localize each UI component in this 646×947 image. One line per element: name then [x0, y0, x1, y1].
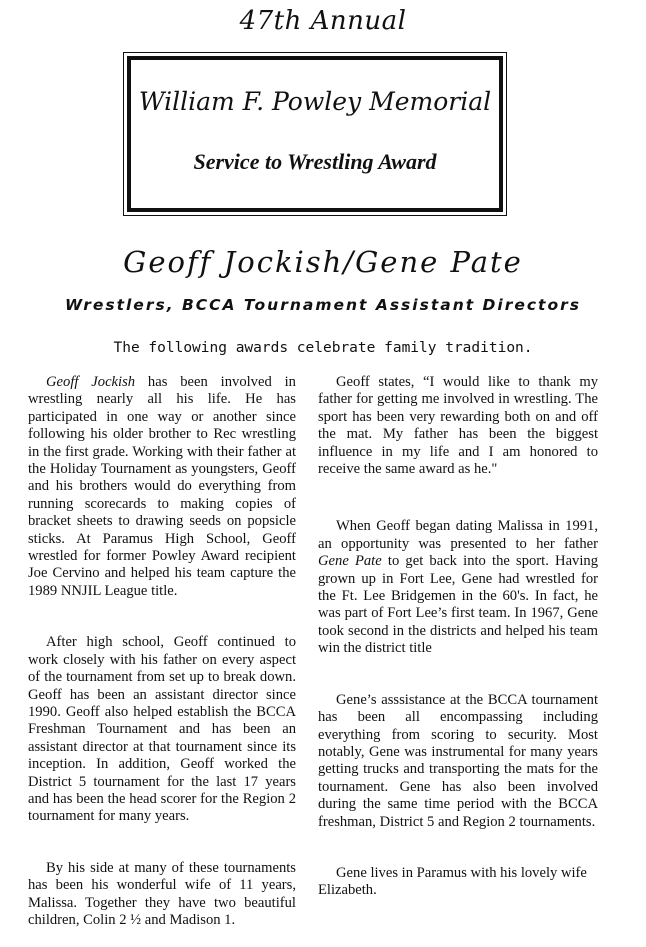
left-paragraph-1-text: has been involved in wrestling nearly all his life. He has participated in one way or another since following his older brother to Rec wrestling in the first grade. Working with their father at the Holiday Tournament as youngsters, Geoff and his brothers would do everything from running scorecards to making copies of bracket sheets to drawing seeds on popsicle sticks. At Paramus High School, Geoff wrestled for former Powley Award recipient Joe Cervino and helped his team capture the 1989 NNJIL League title. — [28, 374, 296, 599]
left-paragraph-1 — [28, 374, 296, 600]
honorees-title: Geoff Jockish/Gene Pate — [123, 245, 523, 279]
award-name: Service to Wrestling Award — [193, 149, 437, 174]
right-paragraph-2-b: to get back into the sport. Having grown up in Fort Lee, Gene had wrestled for the Ft. Lee Bridgemen in the 60's. In fact, he was part of Fort Lee’s first team. In 1967, Gene took second in the districts and helped his team win the district title — [318, 553, 598, 657]
left-paragraph-3: By his side at many of these tournaments has been his wonderful wife of 11 years, Malissa. Together they have two beautiful children, Colin 2 ½ and Madison 1. — [28, 859, 296, 928]
right-paragraph-4: Gene lives in Paramus with his lovely wife Elizabeth. — [318, 864, 587, 899]
left-paragraph-2: After high school, Geoff continued to work closely with his father on every aspect of the tournament from set up to break down. Geoff has been an assistant director since 1990. Geoff also helped establish the BCCA Freshman Tournament and has been an assistant director at that tournament since its inception. In addition, Geoff worked the District 5 tournament for the last 17 years and has been the head scorer for the Region 2 tournament for many years. — [28, 634, 296, 825]
right-paragraph-2 — [318, 518, 598, 657]
memorial-title: William F. Powley Memorial — [138, 87, 492, 116]
left-column — [28, 374, 296, 947]
right-paragraph-3: Gene’s asssistance at the BCCA tournament has been all encompassing including everything from scoring to security. Most notably, Gene was instrumental for many years getting trucks and transporting the mats for the tournament. Gene has also been involved during the same time period with the BCCA freshman, District 5 and Region 2 tournaments. — [318, 691, 598, 830]
gene-name: Gene Pate — [318, 553, 382, 570]
honorees-roles: Wrestlers, BCCA Tournament Assistant Directors — [65, 296, 581, 314]
award-title-box — [127, 56, 503, 212]
tradition-line: The following awards celebrate family tradition. — [113, 340, 533, 356]
right-column — [318, 374, 598, 917]
annual-heading: 47th Annual — [239, 6, 407, 36]
right-paragraph-1: Geoff states, “I would like to thank my father for getting me involved in wrestling. The sport has been very rewarding both on and off the mat. My father has been the biggest influence in my life and I am honored to receive the same award as he." — [318, 374, 598, 478]
geoff-name: Geoff Jockish — [46, 374, 136, 390]
right-paragraph-2-a: When Geoff began dating Malissa in 1991, an opportunity was presented to her father — [318, 518, 598, 552]
box-outer-border — [123, 52, 507, 216]
